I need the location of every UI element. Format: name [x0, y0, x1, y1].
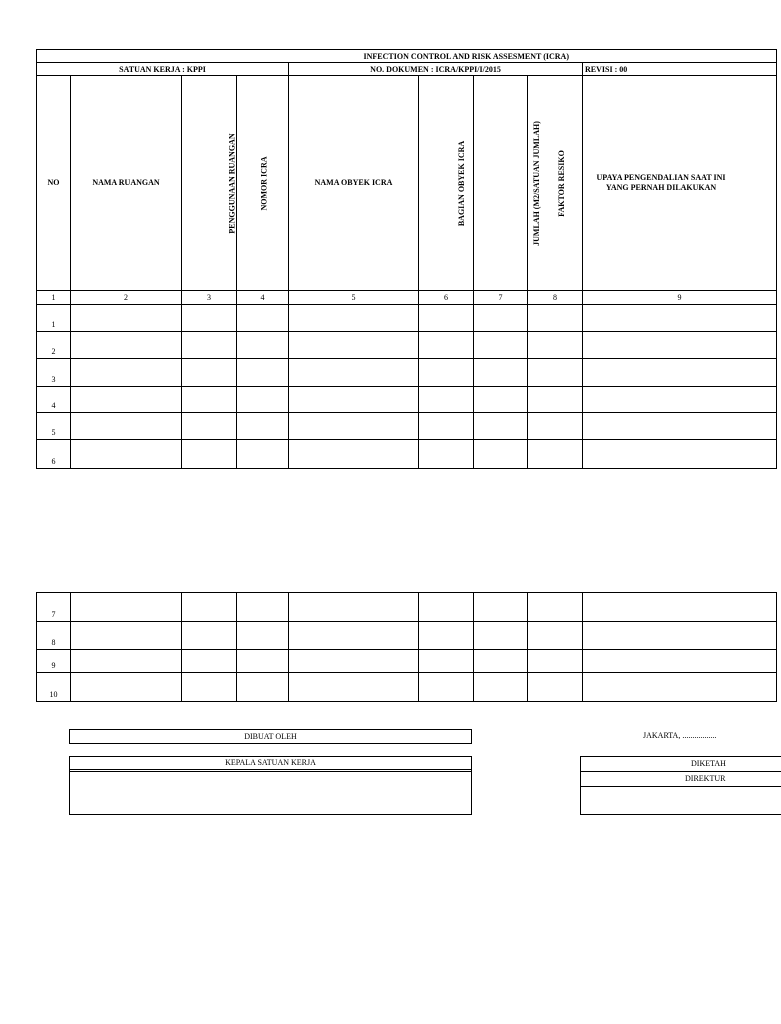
table-row — [37, 673, 777, 702]
table-cell[interactable] — [419, 440, 474, 469]
table-cell[interactable] — [419, 650, 474, 673]
table-cell[interactable] — [419, 332, 474, 359]
header-risk-factor: FAKTOR RESIKO — [556, 149, 566, 217]
header-icra-number: NOMOR ICRA — [259, 156, 269, 210]
table-cell[interactable] — [419, 305, 474, 332]
table-row — [37, 593, 777, 622]
table-row — [37, 305, 777, 332]
table-cell[interactable] — [237, 650, 289, 673]
acknowledged-label: DIKETAH — [581, 757, 781, 772]
table-row — [37, 440, 777, 469]
table-cell[interactable] — [419, 387, 474, 413]
table-cell[interactable] — [528, 332, 583, 359]
row-number: 4 — [37, 387, 71, 413]
row-number: 5 — [37, 413, 71, 440]
column-number: 9 — [583, 291, 777, 305]
table-cell[interactable] — [474, 622, 528, 650]
table-cell[interactable] — [237, 413, 289, 440]
table-cell[interactable] — [474, 673, 528, 702]
icra-table — [36, 49, 777, 469]
table-cell[interactable] — [528, 413, 583, 440]
revision-label: REVISI : 00 — [583, 63, 777, 76]
table-cell[interactable] — [182, 305, 237, 332]
table-cell[interactable] — [237, 593, 289, 622]
column-number: 7 — [474, 291, 528, 305]
table-cell[interactable] — [474, 387, 528, 413]
acknowledged-box — [580, 756, 781, 815]
table-cell[interactable] — [474, 332, 528, 359]
table-cell[interactable] — [182, 332, 237, 359]
header-icra-object-name: NAMA OBYEK ICRA — [314, 178, 393, 187]
table-cell[interactable] — [182, 673, 237, 702]
table-row — [37, 359, 777, 387]
table-cell[interactable] — [71, 622, 182, 650]
table-cell[interactable] — [237, 387, 289, 413]
table-cell[interactable] — [583, 305, 777, 332]
row-number: 8 — [37, 622, 71, 650]
table-cell[interactable] — [289, 593, 419, 622]
table-cell[interactable] — [419, 593, 474, 622]
table-cell[interactable] — [474, 650, 528, 673]
table-cell[interactable] — [71, 332, 182, 359]
table-cell[interactable] — [583, 593, 777, 622]
table-cell[interactable] — [289, 440, 419, 469]
table-row — [37, 413, 777, 440]
table-cell[interactable] — [237, 622, 289, 650]
column-number: 1 — [37, 291, 71, 305]
table-row — [37, 650, 777, 673]
table-cell[interactable] — [289, 305, 419, 332]
unit-head-label: KEPALA SATUAN KERJA — [70, 757, 471, 772]
table-cell[interactable] — [583, 359, 777, 387]
table-cell[interactable] — [237, 440, 289, 469]
table-row — [37, 622, 777, 650]
document-title: INFECTION CONTROL AND RISK ASSESMENT (ICRA) — [363, 51, 569, 61]
header-amount: JUMLAH (M2/SATUAN JUMLAH) — [531, 120, 541, 246]
table-cell[interactable] — [71, 387, 182, 413]
table-cell[interactable] — [182, 593, 237, 622]
table-cell[interactable] — [182, 440, 237, 469]
table-cell[interactable] — [71, 440, 182, 469]
table-cell[interactable] — [289, 622, 419, 650]
icra-table-continued — [36, 592, 777, 702]
table-cell[interactable] — [182, 359, 237, 387]
table-cell[interactable] — [71, 673, 182, 702]
table-cell[interactable] — [289, 673, 419, 702]
row-number: 7 — [37, 593, 71, 622]
table-cell[interactable] — [289, 413, 419, 440]
table-cell[interactable] — [528, 359, 583, 387]
table-cell[interactable] — [528, 387, 583, 413]
table-row — [37, 387, 777, 413]
table-cell[interactable] — [583, 440, 777, 469]
table-cell[interactable] — [237, 305, 289, 332]
made-by-box — [69, 729, 472, 744]
table-cell[interactable] — [182, 650, 237, 673]
table-cell[interactable] — [71, 650, 182, 673]
table-cell[interactable] — [474, 305, 528, 332]
table-cell[interactable] — [528, 593, 583, 622]
table-cell[interactable] — [419, 359, 474, 387]
table-cell[interactable] — [583, 387, 777, 413]
table-cell[interactable] — [237, 359, 289, 387]
row-number: 10 — [37, 673, 71, 702]
table-cell[interactable] — [583, 413, 777, 440]
unit-label: SATUAN KERJA : KPPI — [37, 63, 289, 76]
row-number: 3 — [37, 359, 71, 387]
header-no: NO — [47, 178, 60, 187]
table-cell[interactable] — [71, 359, 182, 387]
column-number-row — [37, 291, 777, 305]
row-number: 2 — [37, 332, 71, 359]
header-room-usage: PENGGUNAAN RUANGAN — [227, 132, 237, 234]
table-cell[interactable] — [289, 332, 419, 359]
table-cell[interactable] — [474, 440, 528, 469]
table-cell[interactable] — [289, 650, 419, 673]
document-number: NO. DOKUMEN : ICRA/KPPI/I/2015 — [289, 63, 583, 76]
table-cell[interactable] — [474, 413, 528, 440]
table-cell[interactable] — [528, 622, 583, 650]
table-cell[interactable] — [528, 673, 583, 702]
table-cell[interactable] — [71, 593, 182, 622]
table-cell[interactable] — [182, 413, 237, 440]
column-number: 3 — [182, 291, 237, 305]
table-cell[interactable] — [419, 413, 474, 440]
table-cell[interactable] — [528, 440, 583, 469]
column-number: 4 — [237, 291, 289, 305]
row-number: 9 — [37, 650, 71, 673]
unit-head-signature-box — [69, 756, 472, 815]
director-label: DIREKTUR — [581, 772, 781, 787]
table-cell[interactable] — [583, 673, 777, 702]
column-number: 6 — [419, 291, 474, 305]
table-cell[interactable] — [583, 332, 777, 359]
header-icra-object-part: BAGIAN OBYEK ICRA — [457, 140, 467, 226]
table-cell[interactable] — [237, 332, 289, 359]
table-cell[interactable] — [419, 673, 474, 702]
table-cell[interactable] — [237, 673, 289, 702]
table-cell[interactable] — [583, 622, 777, 650]
table-cell[interactable] — [71, 413, 182, 440]
place-date: JAKARTA, ................. — [643, 731, 717, 740]
column-number: 5 — [289, 291, 419, 305]
made-by-label: DIBUAT OLEH — [244, 732, 297, 741]
table-cell[interactable] — [182, 387, 237, 413]
table-cell[interactable] — [289, 387, 419, 413]
row-number: 6 — [37, 440, 71, 469]
table-cell[interactable] — [474, 359, 528, 387]
column-number: 8 — [528, 291, 583, 305]
table-row — [37, 332, 777, 359]
row-number: 1 — [37, 305, 71, 332]
header-room-name: NAMA RUANGAN — [92, 178, 160, 187]
table-cell[interactable] — [528, 650, 583, 673]
table-cell[interactable] — [528, 305, 583, 332]
table-cell[interactable] — [474, 593, 528, 622]
table-cell[interactable] — [419, 622, 474, 650]
header-control-efforts: UPAYA PENGENDALIAN SAAT INI YANG PERNAH DILAKUKAN — [596, 173, 726, 192]
table-cell[interactable] — [583, 650, 777, 673]
table-cell[interactable] — [289, 359, 419, 387]
table-cell[interactable] — [182, 622, 237, 650]
table-cell[interactable] — [71, 305, 182, 332]
column-number: 2 — [71, 291, 182, 305]
